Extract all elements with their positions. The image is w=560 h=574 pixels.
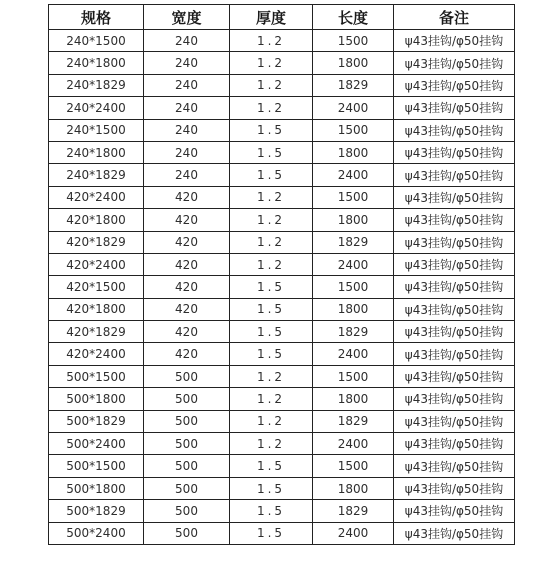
cell-width: 420 [144, 209, 230, 231]
table-row [49, 186, 515, 208]
table-row [49, 500, 515, 522]
header-length: 长度 [313, 5, 394, 30]
cell-spec: 500*1800 [49, 388, 144, 410]
cell-width: 240 [144, 164, 230, 186]
cell-length: 2400 [313, 253, 394, 275]
cell-width: 240 [144, 141, 230, 163]
cell-spec: 500*1500 [49, 365, 144, 387]
cell-remark: ψ43挂钩/φ50挂钩 [394, 298, 515, 320]
header-width: 宽度 [144, 5, 230, 30]
cell-thickness: 1.2 [230, 74, 313, 96]
cell-length: 1829 [313, 74, 394, 96]
cell-spec: 240*1829 [49, 74, 144, 96]
cell-remark: ψ43挂钩/φ50挂钩 [394, 477, 515, 499]
cell-remark: ψ43挂钩/φ50挂钩 [394, 186, 515, 208]
cell-thickness: 1.5 [230, 164, 313, 186]
cell-remark: ψ43挂钩/φ50挂钩 [394, 119, 515, 141]
table-row [49, 321, 515, 343]
cell-remark: ψ43挂钩/φ50挂钩 [394, 500, 515, 522]
header-spec: 规格 [49, 5, 144, 30]
cell-length: 1800 [313, 141, 394, 163]
cell-thickness: 1.2 [230, 209, 313, 231]
cell-spec: 420*1500 [49, 276, 144, 298]
cell-length: 1800 [313, 388, 394, 410]
cell-thickness: 1.5 [230, 455, 313, 477]
cell-width: 240 [144, 97, 230, 119]
cell-remark: ψ43挂钩/φ50挂钩 [394, 455, 515, 477]
header-remark: 备注 [394, 5, 515, 30]
cell-width: 500 [144, 522, 230, 544]
cell-thickness: 1.2 [230, 97, 313, 119]
cell-thickness: 1.5 [230, 321, 313, 343]
cell-thickness: 1.2 [230, 410, 313, 432]
cell-spec: 500*1800 [49, 477, 144, 499]
cell-thickness: 1.2 [230, 186, 313, 208]
cell-spec: 240*1500 [49, 119, 144, 141]
table-body [49, 30, 515, 545]
cell-length: 1829 [313, 500, 394, 522]
header-thickness: 厚度 [230, 5, 313, 30]
cell-remark: ψ43挂钩/φ50挂钩 [394, 74, 515, 96]
cell-remark: ψ43挂钩/φ50挂钩 [394, 164, 515, 186]
table-row [49, 209, 515, 231]
cell-width: 420 [144, 276, 230, 298]
table-row [49, 97, 515, 119]
cell-thickness: 1.2 [230, 388, 313, 410]
cell-thickness: 1.2 [230, 30, 313, 52]
cell-remark: ψ43挂钩/φ50挂钩 [394, 52, 515, 74]
cell-thickness: 1.5 [230, 141, 313, 163]
cell-width: 500 [144, 365, 230, 387]
cell-length: 1500 [313, 30, 394, 52]
cell-remark: ψ43挂钩/φ50挂钩 [394, 276, 515, 298]
cell-length: 2400 [313, 164, 394, 186]
cell-spec: 240*1500 [49, 30, 144, 52]
cell-remark: ψ43挂钩/φ50挂钩 [394, 231, 515, 253]
table-row [49, 343, 515, 365]
cell-remark: ψ43挂钩/φ50挂钩 [394, 433, 515, 455]
cell-spec: 240*1800 [49, 141, 144, 163]
cell-width: 500 [144, 500, 230, 522]
cell-length: 1800 [313, 209, 394, 231]
cell-length: 1500 [313, 186, 394, 208]
cell-width: 420 [144, 231, 230, 253]
table-row [49, 74, 515, 96]
cell-spec: 420*2400 [49, 253, 144, 275]
cell-length: 1800 [313, 477, 394, 499]
table-row [49, 522, 515, 544]
table-row [49, 141, 515, 163]
cell-length: 1829 [313, 321, 394, 343]
cell-spec: 500*2400 [49, 433, 144, 455]
table-row [49, 253, 515, 275]
table-row [49, 433, 515, 455]
cell-width: 420 [144, 298, 230, 320]
table-row [49, 410, 515, 432]
cell-width: 500 [144, 410, 230, 432]
cell-thickness: 1.5 [230, 119, 313, 141]
cell-remark: ψ43挂钩/φ50挂钩 [394, 30, 515, 52]
cell-width: 420 [144, 321, 230, 343]
cell-length: 1500 [313, 365, 394, 387]
cell-thickness: 1.5 [230, 276, 313, 298]
cell-spec: 420*1829 [49, 321, 144, 343]
cell-remark: ψ43挂钩/φ50挂钩 [394, 343, 515, 365]
cell-remark: ψ43挂钩/φ50挂钩 [394, 388, 515, 410]
cell-remark: ψ43挂钩/φ50挂钩 [394, 410, 515, 432]
table-row [49, 388, 515, 410]
cell-spec: 420*2400 [49, 186, 144, 208]
cell-spec: 240*2400 [49, 97, 144, 119]
cell-width: 240 [144, 119, 230, 141]
cell-spec: 240*1829 [49, 164, 144, 186]
cell-remark: ψ43挂钩/φ50挂钩 [394, 253, 515, 275]
cell-width: 240 [144, 52, 230, 74]
cell-width: 240 [144, 74, 230, 96]
table-row [49, 298, 515, 320]
cell-length: 2400 [313, 343, 394, 365]
cell-spec: 500*1500 [49, 455, 144, 477]
cell-length: 1829 [313, 410, 394, 432]
cell-length: 1800 [313, 298, 394, 320]
cell-thickness: 1.5 [230, 477, 313, 499]
cell-width: 500 [144, 455, 230, 477]
cell-spec: 500*1829 [49, 410, 144, 432]
cell-width: 500 [144, 477, 230, 499]
cell-remark: ψ43挂钩/φ50挂钩 [394, 141, 515, 163]
cell-spec: 240*1800 [49, 52, 144, 74]
cell-remark: ψ43挂钩/φ50挂钩 [394, 97, 515, 119]
cell-width: 240 [144, 30, 230, 52]
cell-width: 420 [144, 186, 230, 208]
table-row [49, 477, 515, 499]
cell-spec: 420*1829 [49, 231, 144, 253]
cell-remark: ψ43挂钩/φ50挂钩 [394, 365, 515, 387]
cell-thickness: 1.5 [230, 298, 313, 320]
cell-width: 500 [144, 388, 230, 410]
table-row [49, 455, 515, 477]
cell-remark: ψ43挂钩/φ50挂钩 [394, 209, 515, 231]
cell-width: 420 [144, 253, 230, 275]
cell-spec: 420*1800 [49, 209, 144, 231]
cell-thickness: 1.2 [230, 433, 313, 455]
table-row [49, 52, 515, 74]
cell-length: 1500 [313, 276, 394, 298]
cell-thickness: 1.5 [230, 343, 313, 365]
cell-length: 2400 [313, 97, 394, 119]
cell-thickness: 1.2 [230, 253, 313, 275]
cell-thickness: 1.2 [230, 365, 313, 387]
cell-spec: 500*2400 [49, 522, 144, 544]
cell-remark: ψ43挂钩/φ50挂钩 [394, 522, 515, 544]
table-row [49, 119, 515, 141]
cell-thickness: 1.2 [230, 52, 313, 74]
cell-remark: ψ43挂钩/φ50挂钩 [394, 321, 515, 343]
cell-width: 500 [144, 433, 230, 455]
cell-length: 2400 [313, 522, 394, 544]
table-row [49, 231, 515, 253]
cell-thickness: 1.2 [230, 231, 313, 253]
header-row [49, 5, 515, 30]
table-row [49, 30, 515, 52]
cell-spec: 420*2400 [49, 343, 144, 365]
cell-thickness: 1.5 [230, 500, 313, 522]
table-row [49, 276, 515, 298]
cell-width: 420 [144, 343, 230, 365]
cell-length: 2400 [313, 433, 394, 455]
cell-length: 1500 [313, 455, 394, 477]
cell-length: 1500 [313, 119, 394, 141]
cell-thickness: 1.5 [230, 522, 313, 544]
cell-spec: 500*1829 [49, 500, 144, 522]
spec-table [48, 4, 515, 545]
cell-length: 1829 [313, 231, 394, 253]
cell-spec: 420*1800 [49, 298, 144, 320]
cell-length: 1800 [313, 52, 394, 74]
table-row [49, 164, 515, 186]
table-row [49, 365, 515, 387]
